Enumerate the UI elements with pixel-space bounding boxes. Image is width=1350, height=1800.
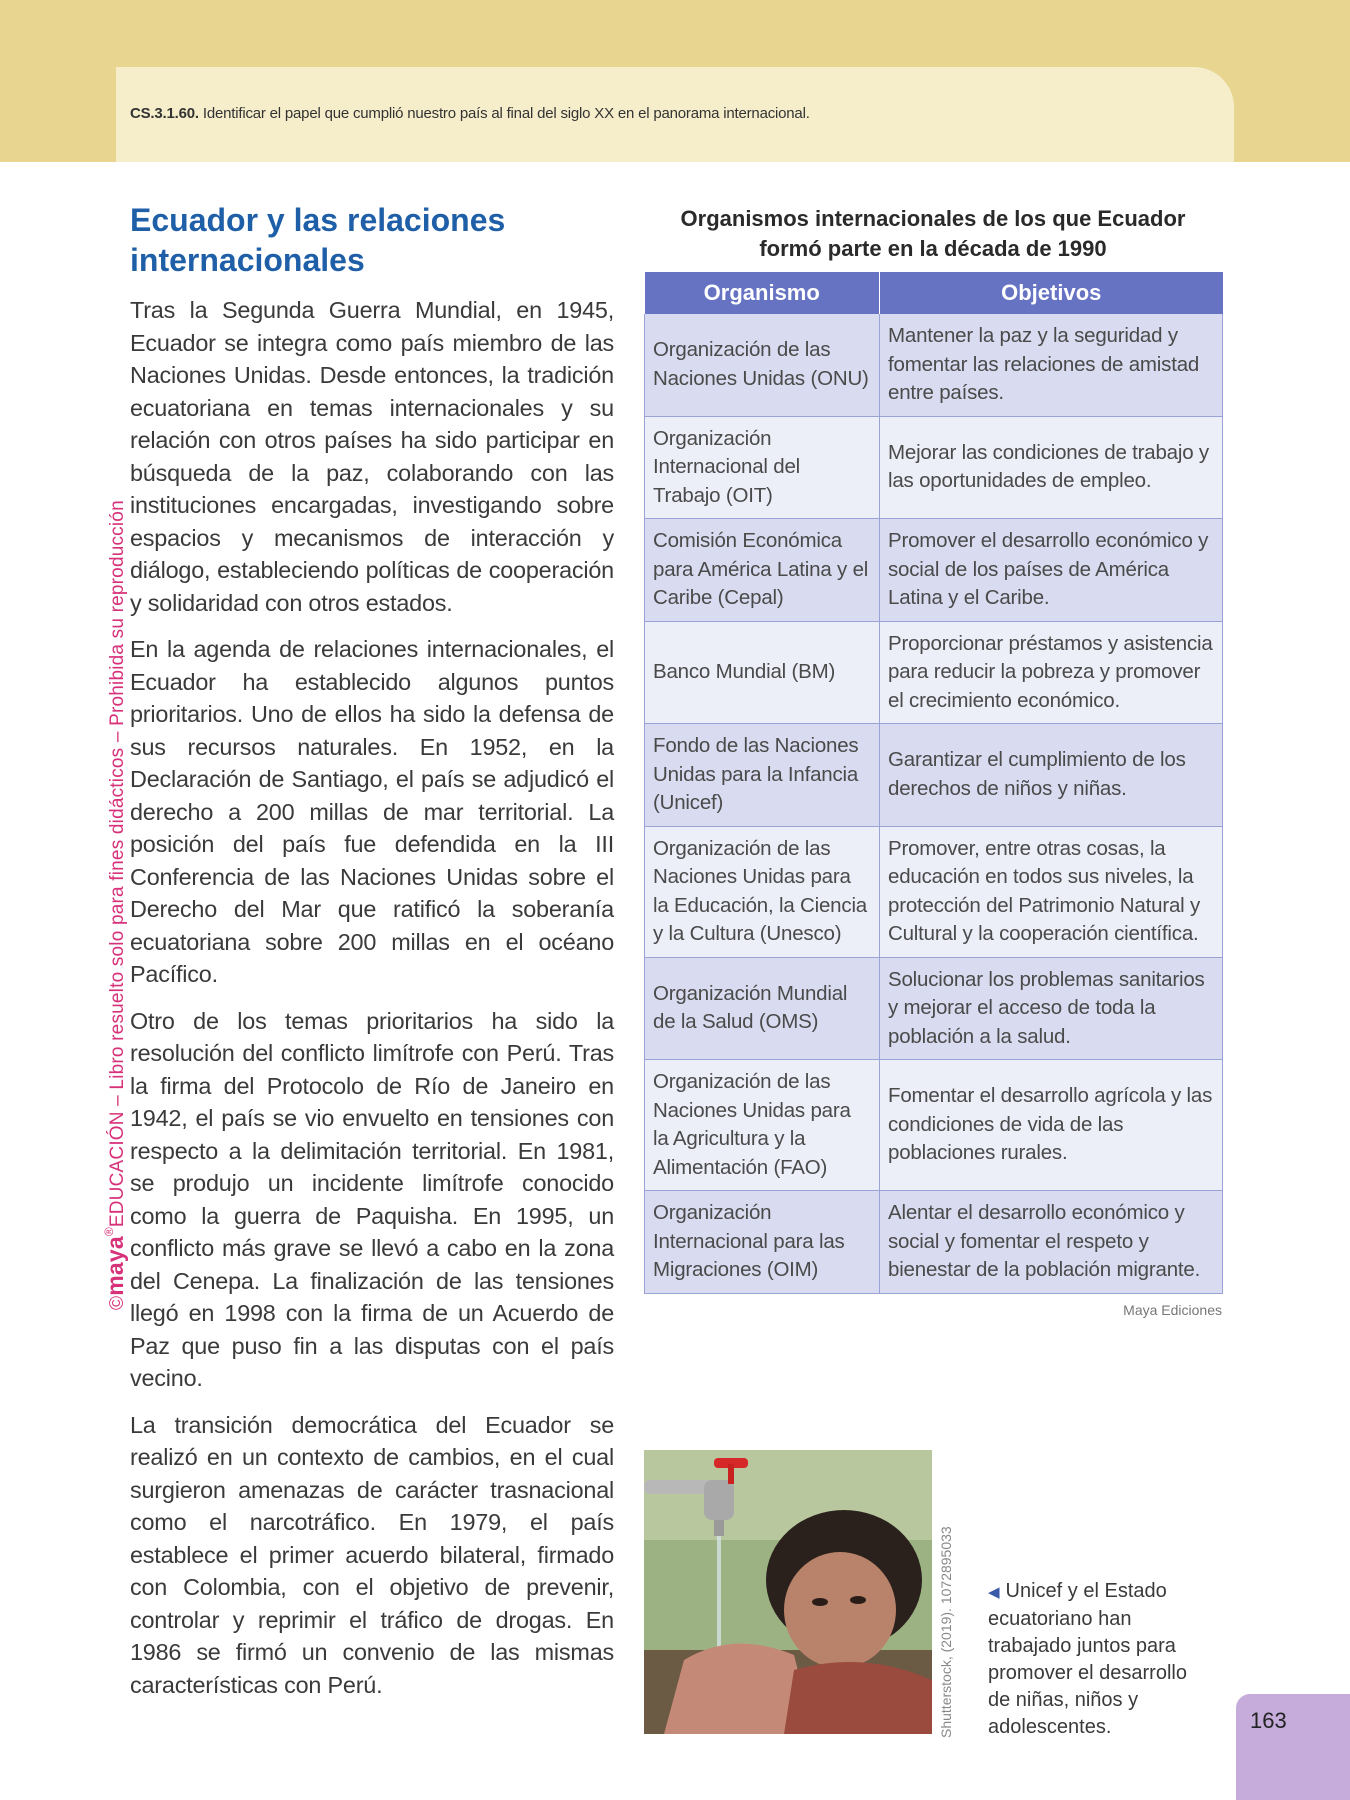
objetivo-cell: Alentar el desarrollo económico y social y fomentar el respeto y bienestar de la población migrante. bbox=[880, 1191, 1223, 1294]
organismo-cell: Organización de las Naciones Unidas (ONU) bbox=[645, 314, 880, 416]
copyright-text: EDUCACIÓN – Libro resuelto solo para fines didácticos – Prohibida su reproducción bbox=[107, 500, 128, 1228]
face-shape bbox=[784, 1552, 896, 1668]
caption-text: Unicef y el Estado ecuatoriano han trabajado juntos para promover el desarrollo de niñas, niños y adolescentes. bbox=[988, 1580, 1187, 1738]
table-title-line: Organismos internacionales de los que Ecuador bbox=[680, 206, 1186, 231]
objetivo-cell: Proporcionar préstamos y asistencia para reducir la pobreza y promover el crecimiento económico. bbox=[880, 621, 1223, 724]
photo-illustration bbox=[644, 1450, 932, 1734]
organismo-cell: Comisión Económica para América Latina y el Caribe (Cepal) bbox=[645, 519, 880, 622]
table-source: Maya Ediciones bbox=[1123, 1301, 1222, 1318]
objetivo-cell: Mantener la paz y la seguridad y fomentar las relaciones de amistad entre países. bbox=[880, 314, 1223, 416]
table-row bbox=[645, 826, 1223, 957]
photo-girl-at-faucet bbox=[644, 1450, 932, 1734]
table-row bbox=[645, 957, 1223, 1060]
column-header-organismo: Organismo bbox=[645, 272, 880, 314]
photo-credit: Shutterstock, (2019). 1072895033 bbox=[938, 1526, 954, 1738]
objetivo-cell: Mejorar las condiciones de trabajo y las oportunidades de empleo. bbox=[880, 416, 1223, 519]
faucet-body-icon bbox=[704, 1480, 734, 1520]
table-row bbox=[645, 314, 1223, 416]
organismo-cell: Organización Mundial de la Salud (OMS) bbox=[645, 957, 880, 1060]
objetivo-cell: Garantizar el cumplimiento de los derechos de niños y niñas. bbox=[880, 724, 1223, 827]
caption-arrow-icon: ◀ bbox=[988, 1584, 1000, 1601]
objetivo-cell: Solucionar los problemas sanitarios y mejorar el acceso de toda la población a la salud. bbox=[880, 957, 1223, 1060]
copyright-notice bbox=[102, 500, 129, 1310]
page-number: 163 bbox=[1250, 1708, 1287, 1733]
registered-mark: ® bbox=[102, 1227, 116, 1237]
article-paragraph: En la agenda de relaciones internacionales, el Ecuador ha establecido algunos puntos prioritarios. Uno de ellos ha sido la defensa de sus recursos naturales. En 1952, en la Declaración de Santiago, el país se adjudicó el derecho a 200 millas de mar territorial. La posición del país fue defendida en la III Conferencia de las Naciones Unidas sobre el Derecho del Mar que ratificó la soberanía ecuatoriana sobre 200 millas en el océano Pacífico. bbox=[130, 636, 614, 987]
column-header-objetivos: Objetivos bbox=[880, 272, 1223, 314]
organismo-cell: Organización Internacional para las Migraciones (OIM) bbox=[645, 1191, 880, 1294]
table-row bbox=[645, 621, 1223, 724]
objetivo-cell: Promover el desarrollo económico y social de los países de América Latina y el Caribe. bbox=[880, 519, 1223, 622]
article-title: Ecuador y las relaciones internacionales bbox=[130, 202, 506, 278]
copyright-symbol: © bbox=[107, 1295, 128, 1310]
table-row bbox=[645, 1060, 1223, 1191]
table-row bbox=[645, 416, 1223, 519]
table-header-row bbox=[645, 272, 1223, 314]
table-row bbox=[645, 519, 1223, 622]
organismo-cell: Fondo de las Naciones Unidas para la Infancia (Unicef) bbox=[645, 724, 880, 827]
article-paragraph: La transición democrática del Ecuador se realizó en un contexto de cambios, en el cual surgieron amenazas de carácter trasnacional como el narcotráfico. En 1979, el país establece el primer acuerdo bilateral, firmado con Colombia, con el objetivo de prevenir, controlar y reprimir el tráfico de drogas. En 1986 se firmó un convenio de las mismas características con Perú. bbox=[130, 1411, 614, 1698]
organizations-section bbox=[644, 204, 1222, 1318]
article-paragraph: Tras la Segunda Guerra Mundial, en 1945, Ecuador se integra como país miembro de las Naciones Unidas. Desde entonces, la tradición ecuatoriana en temas internacionales y su relación con otros países ha sido participar en búsqueda de la paz, colaborando con las instituciones encargadas, investigando sobre espacios y mecanismos de interacción y diálogo, estableciendo políticas de cooperación y solidaridad con otros estados. bbox=[130, 297, 614, 616]
skill-code: CS.3.1.60. bbox=[130, 105, 199, 122]
objetivo-cell: Promover, entre otras cosas, la educación en todos sus niveles, la protección del Patrimonio Natural y Cultural y la cooperación científica. bbox=[880, 826, 1223, 957]
skill-banner bbox=[116, 67, 1234, 162]
photo-caption bbox=[988, 1578, 1208, 1741]
skill-text: Identificar el papel que cumplió nuestro país al final del siglo XX en el panorama internacional. bbox=[202, 105, 810, 122]
article-paragraph: Otro de los temas prioritarios ha sido la resolución del conflicto limítrofe con Perú. Tras la firma del Protocolo de Río de Janeiro en 1942, el país se vio envuelto en tensiones con respecto a la delimitación territorial. En 1981, se produjo un incidente limítrofe conocido como la guerra de Paquisha. En 1995, un conflicto más grave se llevó a cabo en la zona del Cenepa. La finalización de las tensiones llegó en 1998 con la firma de un Acuerdo de Paz que puso fin a las disputas con el país vecino. bbox=[130, 1007, 614, 1391]
organismo-cell: Organización de las Naciones Unidas para la Agricultura y la Alimentación (FAO) bbox=[645, 1060, 880, 1191]
table-row bbox=[645, 724, 1223, 827]
clothing-shape bbox=[784, 1662, 932, 1734]
organismo-cell: Organización Internacional del Trabajo (OIT) bbox=[645, 416, 880, 519]
organizations-table bbox=[644, 272, 1223, 1294]
skill-statement bbox=[130, 105, 810, 122]
table-title bbox=[644, 204, 1222, 264]
page-number-tab bbox=[1236, 1694, 1350, 1800]
organismo-cell: Banco Mundial (BM) bbox=[645, 621, 880, 724]
article bbox=[130, 200, 614, 1715]
table-row bbox=[645, 1191, 1223, 1294]
organismo-cell: Organización de las Naciones Unidas para la Educación, la Ciencia y la Cultura (Unesco) bbox=[645, 826, 880, 957]
objetivo-cell: Fomentar el desarrollo agrícola y las condiciones de vida de las poblaciones rurales. bbox=[880, 1060, 1223, 1191]
table-title-line: formó parte en la década de 1990 bbox=[759, 236, 1107, 261]
brand-logo: maya bbox=[102, 1236, 128, 1296]
